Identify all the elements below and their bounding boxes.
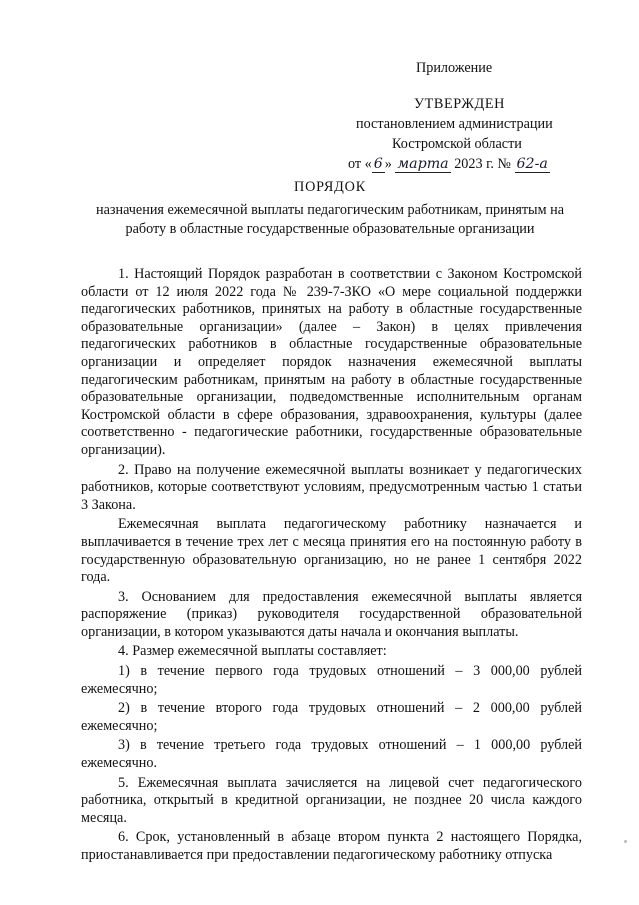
approval-block xyxy=(330,58,620,174)
handwritten-day: 6 xyxy=(373,156,383,172)
document-body xyxy=(81,266,582,865)
scan-speck xyxy=(624,840,627,843)
handwritten-month: марта xyxy=(397,156,449,172)
list-item-1: 1) в течение первого года трудовых отношений – 3 000,00 рублей ежемесячно; xyxy=(81,663,582,697)
paragraph-2-continued: Ежемесячная выплата педагогическому работнику назначается и выплачивается в течение трех лет с месяца принятия его на постоянную работу в государственную образовательную организацию, но не ранее 1 сентября 2022 года. xyxy=(81,516,582,586)
list-item-2: 2) в течение второго года трудовых отношений – 2 000,00 рублей ежемесячно; xyxy=(81,700,582,734)
document-title: ПОРЯДОК xyxy=(294,179,366,195)
region-line: Костромской области xyxy=(392,136,522,152)
date-prefix: от « xyxy=(348,156,372,172)
paragraph-2: 2. Право на получение ежемесячной выплаты возникает у педагогических работников, которые соответствуют условиям, предусмотренным частью 1 статьи 3 Закона. xyxy=(81,461,582,513)
resolution-date-line xyxy=(348,154,620,174)
date-mid: » xyxy=(384,156,396,172)
paragraph-5: 5. Ежемесячная выплата зачисляется на лицевой счет педагогического работника, открытый в кредитной организации, не позднее 20 числа каждого месяца. xyxy=(81,774,582,826)
list-item-3: 3) в течение третьего года трудовых отношений – 1 000,00 рублей ежемесячно. xyxy=(81,737,582,772)
document-subtitle: назначения ежемесячной выплаты педагогическим работникам, принятым на работу в областные государственные образовательные организации xyxy=(95,202,564,237)
handwritten-number: 62-а xyxy=(516,156,548,172)
paragraph-4: 4. Размер ежемесячной выплаты составляет: xyxy=(118,643,387,660)
approved-by-line: постановлением администрации xyxy=(356,116,553,132)
paragraph-1: 1. Настоящий Порядок разработан в соответствии с Законом Костромской области от 12 июля 2022 года № 239-7-ЗКО «О мере социальной поддержки педагогических работников, принятых на работу в областные государственные образовательные организации» (далее – Закон) в целях привлечения педагогических работников в областные государственные образовательные организации и определяет порядок назначения ежемесячной выплаты педагогическим работникам, принятым на работу в областные государственные образовательные организации, подведомственные исполнительным органам Костромской области в сфере образования, здравоохранения, культуры (далее соответственно - педагогические работники, государственные образовательные организации). xyxy=(81,266,582,458)
title-block xyxy=(60,178,600,239)
approved-heading: УТВЕРЖДЕН xyxy=(414,96,505,112)
paragraph-6: 6. Срок, установленный в абзаце втором пункта 2 настоящего Порядка, приостанавливается при предоставлении педагогическому работнику отпуска xyxy=(81,829,582,863)
date-year: 2023 г. № xyxy=(450,156,515,172)
paragraph-3: 3. Основанием для предоставления ежемесячной выплаты является распоряжение (приказ) руководителя государственной образовательной организации, в котором указываются даты начала и окончания выплаты. xyxy=(81,588,582,640)
appendix-label: Приложение xyxy=(416,60,493,76)
